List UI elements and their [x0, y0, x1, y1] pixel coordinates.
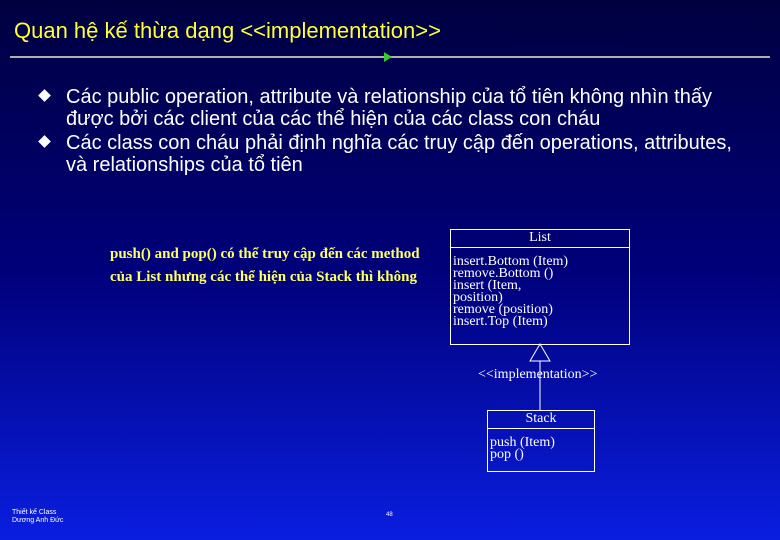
list-class-box — [450, 229, 630, 345]
footer-credits — [12, 509, 63, 525]
list-operations — [451, 248, 629, 330]
operation: insert.Top (Item) — [453, 314, 548, 329]
bullet-text: Các public operation, attribute và relationship của tổ tiên không nhìn thấy được bởi các client của các thể hiện của các class con cháu — [66, 86, 712, 130]
operation: remove (position) — [453, 302, 553, 317]
operation: position) — [453, 290, 503, 305]
bullet-text: Các class con cháu phải định nghĩa các truy cập đến operations, attributes, và relationships của tổ tiên — [66, 132, 732, 176]
operation: push (Item) — [490, 435, 555, 450]
footer-course: Thiết kế Class — [12, 509, 57, 516]
stack-operations — [488, 429, 594, 463]
operation: pop () — [490, 447, 524, 462]
footer-author: Dương Anh Đức — [12, 517, 64, 524]
slide-title: Quan hệ kế thừa dạng <<implementation>> — [14, 18, 441, 43]
operation: insert.Bottom (Item) — [453, 254, 569, 269]
page-number: 48 — [386, 512, 393, 518]
inheritance-arrow-icon — [530, 344, 550, 361]
stack-class-name: Stack — [488, 411, 594, 429]
diagram-note: push() and pop() có thể truy cập đến các method của List nhưng các thể hiện của Stack thì không — [110, 246, 420, 285]
operation: insert (Item, — [453, 278, 522, 293]
operation: remove.Bottom () — [453, 266, 554, 281]
list-class-name: List — [451, 230, 629, 248]
stack-class-box — [487, 410, 595, 472]
stereotype-label: <<implementation>> — [478, 367, 598, 382]
